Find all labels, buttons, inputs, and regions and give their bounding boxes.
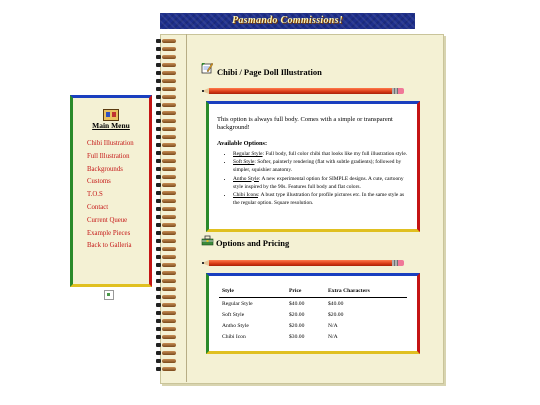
spiral-ring — [154, 230, 178, 236]
site-banner: Pasmando Commissions! — [160, 13, 415, 29]
list-item — [233, 150, 411, 158]
option-desc: : A new experimental option for SIMPLE designs. A cute, cartoony style inspired by the 90s. Features full body and flat colors. — [233, 175, 404, 190]
table-cell: Antho Style — [222, 322, 249, 329]
menu-item-current-queue[interactable]: Current Queue — [87, 216, 128, 224]
chibi-info-box — [206, 101, 420, 232]
spiral-ring — [154, 54, 178, 60]
menu-list — [87, 138, 134, 253]
spiral-ring — [154, 78, 178, 84]
column-header: Style — [219, 286, 286, 298]
pencil-divider — [202, 260, 404, 266]
menu-item-backgrounds[interactable]: Backgrounds — [87, 165, 123, 173]
spiral-ring — [154, 238, 178, 244]
spiral-ring — [154, 254, 178, 260]
spiral-binding — [154, 38, 180, 380]
spiral-ring — [154, 190, 178, 196]
list-item — [233, 158, 411, 174]
spiral-ring — [154, 134, 178, 140]
spiral-ring — [154, 166, 178, 172]
spiral-ring — [154, 342, 178, 348]
book-icon — [103, 109, 119, 121]
spiral-ring — [154, 246, 178, 252]
spiral-ring — [154, 286, 178, 292]
table-cell: N/A — [328, 333, 338, 340]
spiral-ring — [154, 270, 178, 276]
menu-item-chibi-illustration[interactable]: Chibi Illustration — [87, 140, 134, 147]
spiral-ring — [154, 126, 178, 132]
spiral-ring — [154, 46, 178, 52]
section-title-pricing: Options and Pricing — [216, 238, 290, 248]
spiral-ring — [154, 102, 178, 108]
menu-item-contact[interactable]: Contact — [87, 203, 109, 211]
table-cell: Regular Style — [222, 300, 253, 307]
option-desc: : Full body, full color chibi that looks like my full illustration style. — [262, 151, 408, 157]
option-desc: : A bust type illustration for profile pictures etc. In the same style as the regular option. Square resolution. — [233, 192, 405, 207]
pencil-paper-icon — [201, 62, 213, 74]
pencil-divider — [202, 88, 404, 94]
option-name[interactable]: Chibi Icons — [233, 192, 259, 199]
table-row — [219, 320, 407, 331]
spiral-ring — [154, 310, 178, 316]
option-name[interactable]: Antho Style — [233, 175, 259, 182]
spiral-ring — [154, 206, 178, 212]
page-margin-line — [186, 34, 187, 382]
spiral-ring — [154, 150, 178, 156]
options-list — [233, 150, 411, 207]
spiral-ring — [154, 222, 178, 228]
table-cell: $30.00 — [289, 333, 305, 340]
menu-item-full-illustration[interactable]: Full Illustration — [87, 152, 130, 160]
list-item — [233, 191, 411, 207]
column-header: Price — [286, 286, 325, 298]
option-desc: : Softer, painterly rendering (flat with subtle gradients); followed by simpler, squishier anatomy. — [233, 159, 402, 174]
spiral-ring — [154, 262, 178, 268]
spiral-ring — [154, 334, 178, 340]
spiral-ring — [154, 38, 178, 44]
menu-title: Main Menu — [92, 121, 130, 130]
main-menu — [70, 95, 152, 287]
section-title-chibi: Chibi / Page Doll Illustration — [217, 67, 322, 77]
option-name[interactable]: Soft Style — [233, 159, 255, 166]
spiral-ring — [154, 366, 178, 372]
menu-item-tos[interactable]: T.O.S — [87, 191, 103, 199]
table-cell: $40.00 — [328, 300, 344, 307]
spiral-ring — [154, 94, 178, 100]
pricing-table — [219, 286, 407, 342]
spiral-ring — [154, 198, 178, 204]
spiral-ring — [154, 182, 178, 188]
table-cell: $20.00 — [328, 311, 344, 318]
table-cell: $20.00 — [289, 322, 305, 329]
spiral-ring — [154, 214, 178, 220]
table-row — [219, 331, 407, 342]
toolbox-icon — [201, 234, 214, 246]
spiral-ring — [154, 110, 178, 116]
table-cell: $40.00 — [289, 300, 305, 307]
spiral-ring — [154, 278, 178, 284]
table-cell: Soft Style — [222, 311, 245, 318]
spiral-ring — [154, 142, 178, 148]
table-cell: Chibi Icon — [222, 333, 246, 340]
table-cell: $20.00 — [289, 311, 305, 318]
table-header-row — [219, 286, 407, 298]
spiral-ring — [154, 318, 178, 324]
spiral-ring — [154, 326, 178, 332]
spiral-ring — [154, 158, 178, 164]
menu-item-back-to-galleria[interactable]: Back to Galleria — [87, 242, 132, 250]
spiral-ring — [154, 302, 178, 308]
column-header: Extra Characters — [325, 286, 407, 298]
spiral-ring — [154, 86, 178, 92]
spiral-ring — [154, 118, 178, 124]
pricing-box — [206, 273, 420, 354]
broken-image-icon — [104, 290, 114, 300]
spiral-ring — [154, 174, 178, 180]
option-name[interactable]: Regular Style — [233, 151, 263, 157]
chibi-intro-text: This option is always full body. Comes with a simple or transparent background! — [217, 116, 393, 132]
menu-item-customs[interactable]: Customs — [87, 178, 111, 186]
table-row — [219, 298, 407, 310]
spiral-ring — [154, 350, 178, 356]
spiral-ring — [154, 70, 178, 76]
spiral-ring — [154, 294, 178, 300]
list-item — [233, 175, 411, 191]
table-row — [219, 309, 407, 320]
table-cell: N/A — [328, 322, 338, 329]
available-options-label: Available Options: — [217, 140, 268, 147]
spiral-ring — [154, 62, 178, 68]
spiral-ring — [154, 358, 178, 364]
menu-item-example-pieces[interactable]: Example Pieces — [87, 229, 131, 237]
